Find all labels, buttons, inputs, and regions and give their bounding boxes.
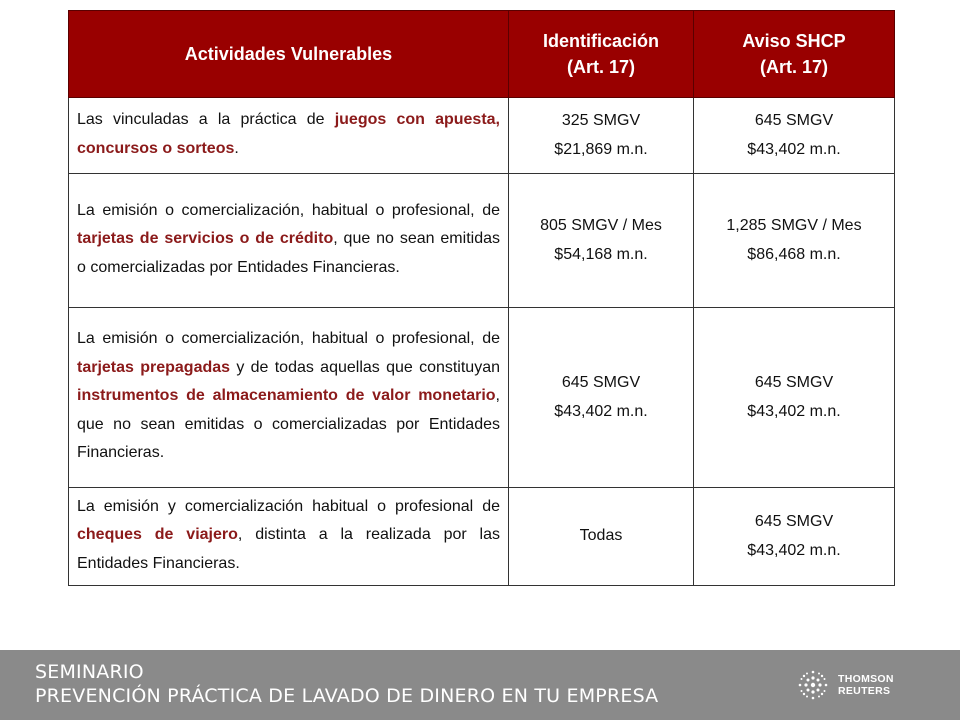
logo-text: THOMSON REUTERS [838, 673, 894, 697]
activities-table [68, 10, 895, 586]
row-2-identification: 805 SMGV / Mes $54,168 m.n. [509, 174, 694, 308]
row-2-notice: 1,285 SMGV / Mes $86,468 m.n. [694, 174, 895, 308]
header-identification: Identificación (Art. 17) [509, 11, 694, 98]
thomson-reuters-dot-logo-icon [796, 668, 830, 702]
row-1-notice: 645 SMGV $43,402 m.n. [694, 98, 895, 174]
table-header-row [69, 11, 895, 98]
thomson-reuters-logo [796, 665, 946, 705]
row-1-identification: 325 SMGV $21,869 m.n. [509, 98, 694, 174]
row-2-description: La emisión o comercialización, habitual o profesional, de tarjetas de servicios o de crédito, que no sean emitidas o comercializadas por Entidades Financieras. [69, 174, 509, 308]
row-3-identification: 645 SMGV $43,402 m.n. [509, 308, 694, 488]
table-row [69, 308, 895, 488]
header-notice-shcp: Aviso SHCP (Art. 17) [694, 11, 895, 98]
row-4-description: La emisión y comercialización habitual o profesional de cheques de viajero, distinta a la realizada por las Entidades Financieras. [69, 488, 509, 586]
table-row [69, 98, 895, 174]
row-4-identification: Todas [509, 488, 694, 586]
header-activities: Actividades Vulnerables [69, 11, 509, 98]
row-3-description: La emisión o comercialización, habitual o profesional, de tarjetas prepagadas y de todas aquellas que constituyan instrumentos de almacenamiento de valor monetario, que no sean emitidas o comercializadas por Entidades Financieras. [69, 308, 509, 488]
activities-table-container [68, 10, 894, 586]
seminar-title [35, 660, 658, 708]
row-4-notice: 645 SMGV $43,402 m.n. [694, 488, 895, 586]
row-1-description: Las vinculadas a la práctica de juegos con apuesta, concursos o sorteos. [69, 98, 509, 174]
seminar-subtitle: PREVENCIÓN PRÁCTICA DE LAVADO DE DINERO EN TU EMPRESA [35, 685, 659, 707]
row-3-notice: 645 SMGV $43,402 m.n. [694, 308, 895, 488]
table-row [69, 174, 895, 308]
seminar-label: SEMINARIO [35, 661, 144, 683]
table-row [69, 488, 895, 586]
